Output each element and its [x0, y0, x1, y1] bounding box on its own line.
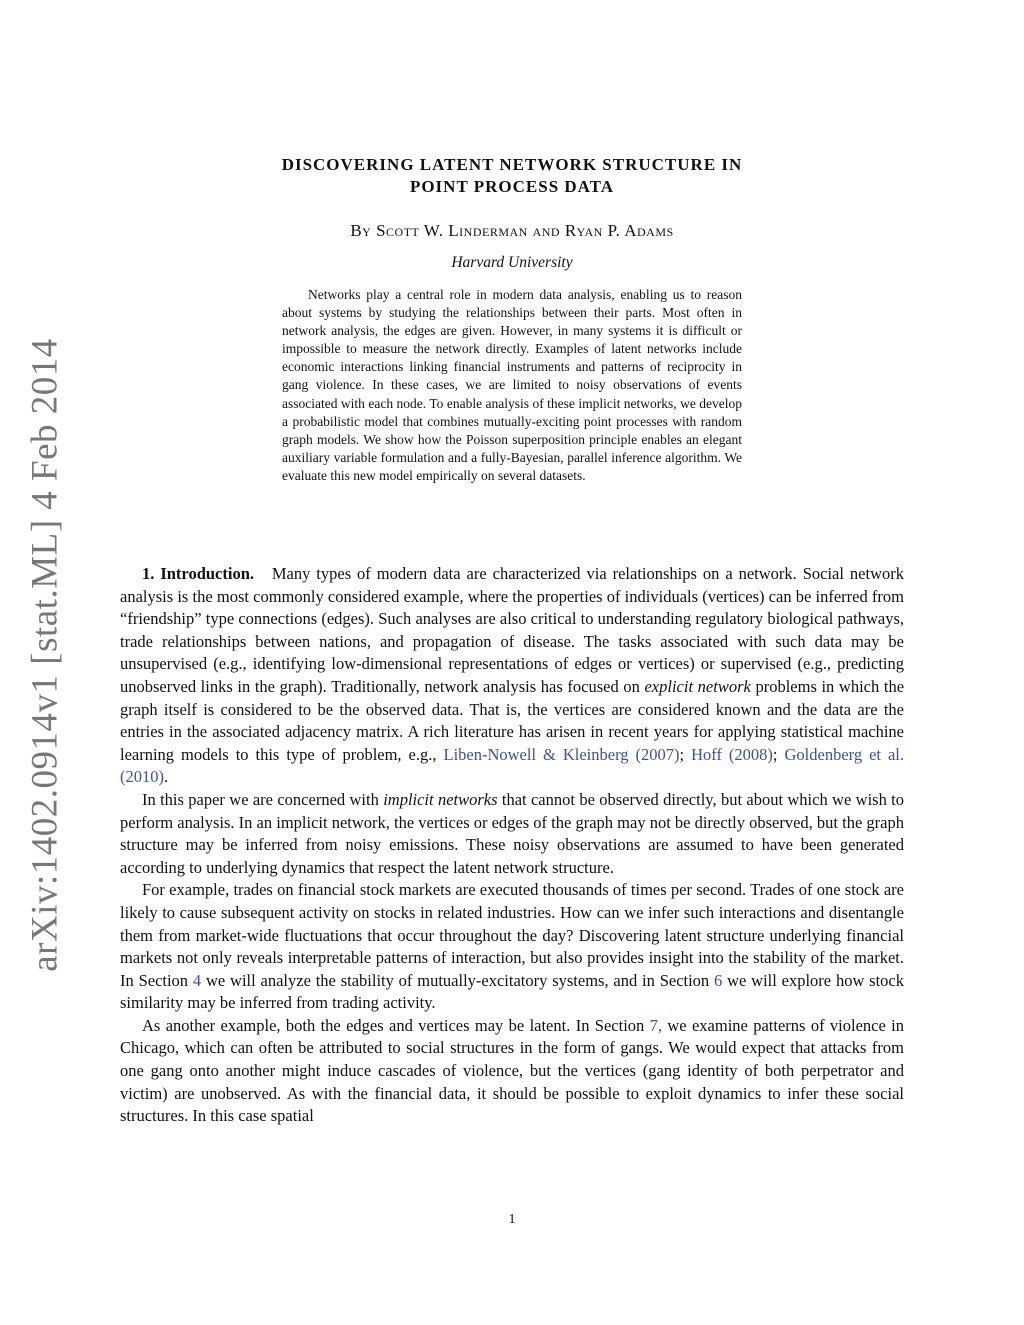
- author-list: By Scott W. Linderman and Ryan P. Adams: [350, 221, 674, 240]
- paragraph-text: Many types of modern data are characterized via relationships on a network. Social network analysis is the most commonly considered example, where the properties of individuals (vertices) can be inferred from “friendship” type connections (edges). Such analyses are also critical to understanding regulatory biological pathways, trade relationships between nations, and propagation of disease. The tasks associated with such data may be unsupervised (e.g., identifying low-dimensional representations of edges or vertices) or supervised (e.g., predicting unobserved links in the graph). Traditionally, network analysis has focused on: [120, 564, 904, 696]
- paragraph-text: problems in which the graph itself is considered to be the observed data. That is, the vertices are considered known and the data are the entries in the associated adjacency matrix. A rich literature has arisen in recent years for applying statistical machine learning models to this type of problem, e.g.,: [120, 676, 905, 764]
- emphasis-text: explicit network: [644, 676, 751, 696]
- arxiv-identifier: arXiv:1402.0914v1 [stat.ML] 4 Feb 2014: [24, 338, 66, 972]
- intro-paragraph-1: 1. Introduction. Many types of modern data are characterized via relationships on a network. Social network analysis is the most commonly considered example, where the properties of individuals (vertices) can be inferred from “friendship” type connections (edges). Such analyses are also critical to understanding regulatory biological pathways, trade relationships between nations, and propagation of disease. The tasks associated with such data may be unsupervised (e.g., identifying low-dimensional representations of edges or vertices) or supervised (e.g., predicting unobserved links in the graph). Traditionally, network analysis has focused on explicit network problems in which the graph itself is considered to be the observed data. That is, the vertices are considered known and the data are the entries in the associated adjacency matrix. A rich literature has arisen in recent years for applying statistical machine learning models to this type of problem, e.g., Liben-Nowell & Kleinberg (2007); Hoff (2008); Goldenberg et al. (2010).: [120, 564, 905, 787]
- intro-paragraph-2: [120, 789, 904, 879]
- section-ref-link[interactable]: 7,: [649, 1015, 663, 1035]
- citation-link[interactable]: Liben-Nowell & Kleinberg (2007): [443, 744, 680, 764]
- title-line-2: POINT PROCESS DATA: [409, 177, 615, 196]
- page-number: 1: [508, 1212, 516, 1227]
- paper-title: [150, 154, 874, 198]
- abstract: Networks play a central role in modern data analysis, enabling us to reason about systems by studying the relationships between their parts. Most often in network analysis, the edges are given. However, in many systems it is difficult or impossible to measure the network directly. Examples of latent networks include economic interactions linking financial instruments and patterns of reciprocity in gang violence. In these cases, we are limited to noisy observations of events associated with each node. To enable analysis of these implicit networks, we develop a probabilistic model that combines mutually-exciting point processes with random graph models. We show how the Poisson superposition principle enables an elegant auxiliary variable formulation and a fully-Bayesian, parallel inference algorithm. We evaluate this new model empirically on several datasets.: [282, 287, 742, 483]
- paragraph-text: In this paper we are concerned with: [142, 789, 379, 809]
- affiliation: Harvard University: [451, 254, 573, 271]
- intro-paragraph-3: [120, 879, 904, 1015]
- introduction-section: [120, 563, 904, 1128]
- paragraph-text: we will analyze the stability of mutually-excitatory systems, and in Section: [205, 970, 710, 990]
- section-ref-link[interactable]: 6: [714, 970, 723, 990]
- citation-link[interactable]: Hoff (2008): [691, 744, 773, 764]
- paragraph-text: For example, trades on financial stock markets are executed thousands of times per second. Trades of one stock are likely to cause subsequent activity on stocks in related industries. How can we infer such interactions and disentangle them from market-wide fluctuations that occur throughout the day? Discovering latent structure underlying financial markets not only reveals interpretable patterns of interaction, but also provides insight into the stability of the market. In Section: [120, 880, 904, 990]
- paragraph-text: As another example, both the edges and vertices may be latent. In Section: [142, 1015, 645, 1035]
- section-ref-link[interactable]: 4: [192, 970, 202, 990]
- paragraph-text: we will explore how stock similarity may be inferred from trading activity.: [120, 970, 905, 1013]
- title-line-1: DISCOVERING LATENT NETWORK STRUCTURE IN: [281, 155, 743, 174]
- paragraph-text: we examine patterns of violence in Chicago, which can often be attributed to social structures in the form of gangs. We would expect that attacks from one gang onto another might induce cascades of violence, but the vertices (gang identity of both perpetrator and victim) are unobserved. As with the financial data, it should be possible to exploit dynamics to infer these social structures. In this case spatial: [120, 1015, 905, 1126]
- intro-paragraph-4: [120, 1015, 904, 1128]
- section-heading: 1. Introduction.: [142, 564, 254, 583]
- citation-link[interactable]: Goldenberg et al. (2010): [120, 744, 905, 787]
- emphasis-text: implicit networks: [383, 789, 498, 809]
- arxiv-sidebar-stamp: [20, 338, 70, 972]
- paragraph-text: that cannot be observed directly, but about which we wish to perform analysis. In an implicit network, the vertices or edges of the graph may not be directly observed, but the graph structure may be inferred from noisy emissions. These noisy observations are assumed to have been generated according to underlying dynamics that respect the latent network structure.: [120, 789, 905, 877]
